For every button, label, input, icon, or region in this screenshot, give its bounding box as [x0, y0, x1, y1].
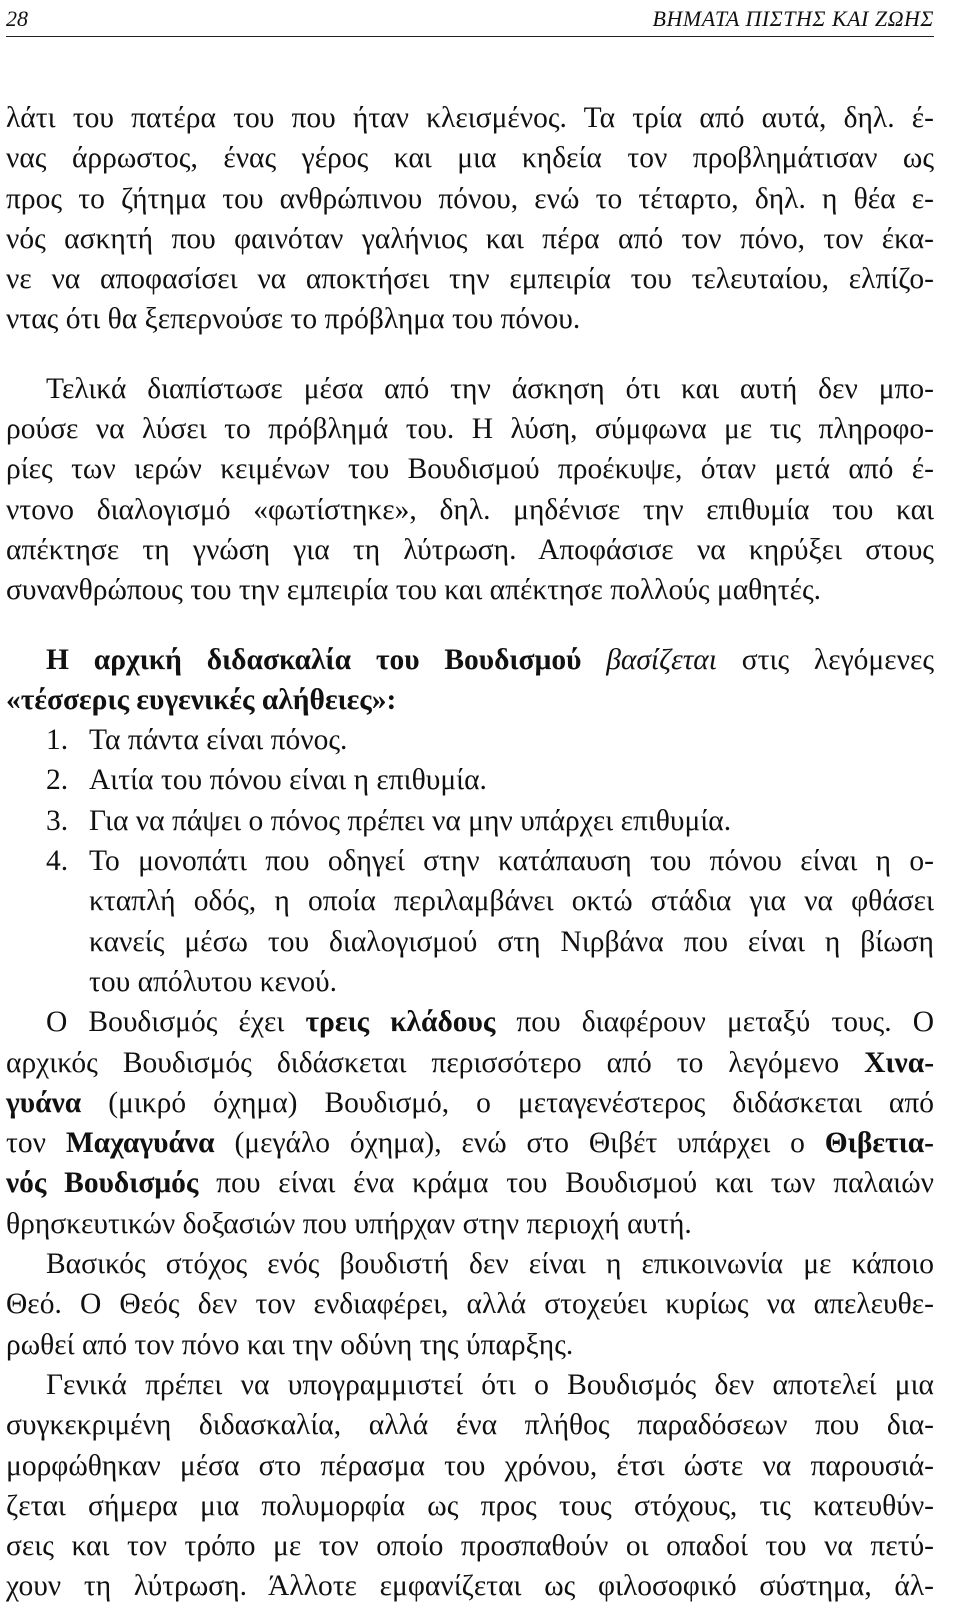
text-line: απέκτησε τη γνώση για τη λύτρωση. Αποφάσισε να κηρύξει στους [6, 533, 934, 566]
text-run: που είναι ένα κράμα του Βουδισμού και των παλαιών [216, 1167, 934, 1200]
header-rule [6, 36, 934, 37]
paragraph-2 [6, 369, 934, 611]
text-run: (μικρό όχημα) Βουδισμό, ο μεταγενέστερος διδάσκεται από [108, 1086, 934, 1119]
list-number: 2. [46, 764, 69, 797]
paragraph-4 [6, 1002, 934, 1244]
list-text: Το μονοπάτι που οδηγεί στην κατάπαυση του πόνου είναι η ο- [89, 845, 934, 878]
list-text: Αιτία του πόνου είναι η επιθυμία. [89, 764, 487, 797]
text-line: ρωθεί από τον πόνο και την οδύνη της ύπαρξης. [6, 1328, 574, 1361]
paragraph-3 [6, 640, 934, 721]
italic-word: βασίζεται [606, 643, 717, 676]
text-run: Ο Βουδισμός έχει [46, 1006, 285, 1039]
text-line: Θεό. Ο Θεός δεν τον ενδιαφέρει, αλλά στοχεύει κυρίως να απελευθε- [6, 1288, 934, 1321]
page-header [0, 0, 960, 36]
text-line: Τελικά διαπίστωσε μέσα από την άσκηση ότι και αυτή δεν μπο- [46, 372, 934, 405]
text-line: Γενικά πρέπει να υπογραμμιστεί ότι ο Βουδισμός δεν αποτελεί μια [46, 1368, 934, 1401]
text-run: στις λεγόμενες [741, 643, 935, 676]
list-text: Τα πάντα είναι πόνος. [89, 724, 348, 757]
text-line: ντας ότι θα ξεπερνούσε το πρόβλημα του πόνου. [6, 303, 581, 336]
text-line: ζεται σήμερα μια πολυμορφία ως προς τους στόχους, τις κατευθύν- [6, 1489, 934, 1522]
running-title: ΒΗΜΑΤΑ ΠΙΣΤΗΣ ΚΑΙ ΖΩΗΣ [652, 6, 934, 31]
text-line: προς το ζήτημα του ανθρώπινου πόνου, ενώ το τέταρτο, δηλ. η θέα ε- [6, 182, 934, 215]
text-run: αρχικός Βουδισμός διδάσκεται περισσότερο από το λεγόμενο [6, 1046, 840, 1079]
paragraph-5 [6, 1244, 934, 1365]
list-item [46, 841, 934, 1002]
bold-lead: Η αρχική διδασκαλία του Βουδισμού [46, 643, 582, 676]
text-line [6, 1123, 934, 1163]
text-run: τον [6, 1127, 46, 1160]
paragraph-6 [6, 1365, 934, 1607]
text-line [6, 1002, 934, 1042]
bold-term: γυάνα [6, 1086, 82, 1119]
body-text [6, 98, 934, 1607]
text-line [6, 1083, 934, 1123]
text-line: συνανθρώπους του την εμπειρία του και απέκτησε πολλούς μαθητές. [6, 574, 822, 607]
text-run: που διαφέρουν μεταξύ τους. Ο [516, 1006, 935, 1039]
text-line: ρίες των ιερών κειμένων του Βουδισμού προέκυψε, όταν μετά από έ- [6, 453, 934, 486]
text-line: συγκεκριμένη διδασκαλία, αλλά ένα πλήθος παραδόσεων που δια- [6, 1409, 934, 1442]
text-line: θρησκευτικών δοξασιών που υπήρχαν στην περιοχή αυτή. [6, 1207, 692, 1240]
text-line: λάτι του πατέρα του που ήταν κλεισμένος. Τα τρία από αυτά, δηλ. έ- [6, 102, 934, 134]
text-line: μορφώθηκαν μέσα στο πέρασμα του χρόνου, έτσι ώστε να παρουσιά- [6, 1449, 934, 1482]
text-line: ρούσε να λύσει το πρόβλημά του. Η λύση, σύμφωνα με τις πληροφο- [6, 413, 934, 446]
bold-term: νός Βουδισμός [6, 1167, 199, 1200]
list-item [46, 801, 934, 841]
bold-term: τρεις κλάδους [305, 1006, 496, 1039]
page-number: 28 [6, 6, 28, 31]
text-line: «τέσσερις ευγενικές αλήθειες»: [6, 683, 397, 716]
text-line: νός ασκητή που φαινόταν γαλήνιος και πέρα από τον πόνο, τον έκα- [6, 222, 934, 255]
text-line: χουν τη λύτρωση. Άλλοτε εμφανίζεται ως φιλοσοφικό σύστημα, άλ- [6, 1570, 934, 1603]
list-number: 4. [46, 845, 69, 878]
list-text: κανείς μέσω του διαλογισμού στη Νιρβάνα που είναι η βίωση [89, 925, 934, 958]
bold-term: Μαχαγυάνα [65, 1127, 215, 1160]
text-line: ντονο διαλογισμό «φωτίστηκε», δηλ. μηδένισε την επιθυμία του και [6, 493, 934, 526]
list-number: 1. [46, 724, 69, 757]
text-line: σεις και τον τρόπο με τον οποίο προσπαθούν οι οπαδοί του να πετύ- [6, 1530, 934, 1563]
list-number: 3. [46, 804, 69, 837]
list-text: κταπλή οδός, η οποία περιλαμβάνει οκτώ στάδια για να φθάσει [89, 885, 934, 918]
list-text: Για να πάψει ο πόνος πρέπει να μην υπάρχει επιθυμία. [89, 804, 732, 837]
text-line [6, 1163, 934, 1203]
text-line: νας άρρωστος, ένας γέρος και μια κηδεία τον προβλημάτισαν ως [6, 142, 934, 175]
bold-term: Θιβετια- [824, 1127, 935, 1160]
text-line [6, 1043, 934, 1083]
text-line: Βασικός στόχος ενός βουδιστή δεν είναι η επικοινωνία με κάποιο [46, 1248, 934, 1281]
list-text: του απόλυτου κενού. [89, 965, 337, 998]
text-line [6, 640, 934, 680]
text-run: (μεγάλο όχημα), ενώ στο Θιβέτ υπάρχει ο [234, 1127, 805, 1160]
text-line: νε να αποφασίσει να αποκτήσει την εμπειρία του τελευταίου, ελπίζο- [6, 263, 934, 296]
truths-list [6, 720, 934, 1002]
list-item [46, 720, 934, 760]
bold-term: Χινα- [864, 1046, 935, 1079]
paragraph-1 [6, 98, 934, 340]
list-item [46, 760, 934, 800]
